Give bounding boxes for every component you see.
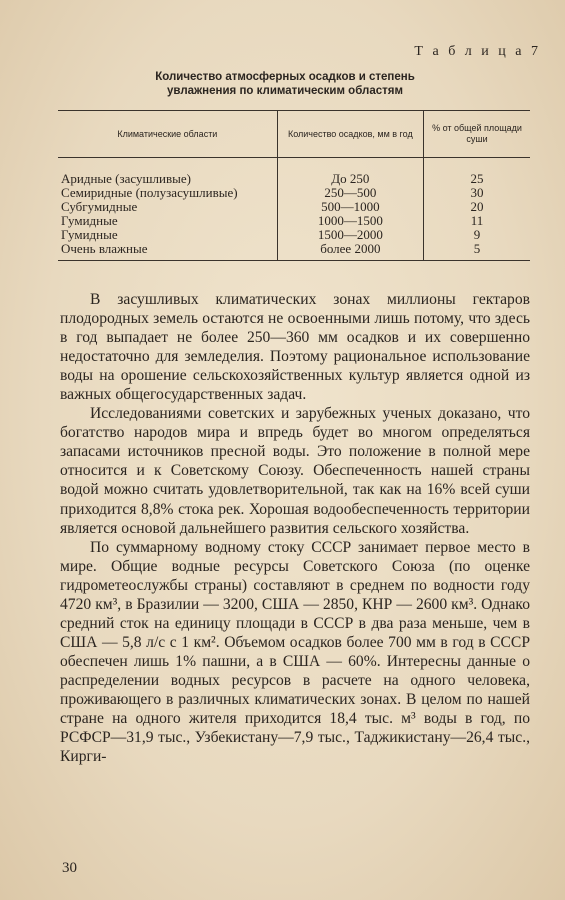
cell-region: Очень влажные	[58, 242, 277, 261]
cell-region: Гумидные	[58, 214, 277, 228]
table-header-row	[58, 111, 530, 158]
page-number: 30	[62, 860, 77, 876]
body-text	[60, 290, 530, 766]
paragraph: В засушливых климатических зонах миллионы гектаров плодородных земель остаются не освоенными лишь потому, что здесь в год выпадает не более 250—360 мм осадков и их совершенно недостаточно для земледелия. Поэтому рациональное использование воды на орошение сельскохозяйственных культур является одной из важных общегосударственных задач.	[60, 291, 530, 404]
header-precipitation: Количество осадков, мм в год	[277, 111, 423, 158]
cell-percent: 30	[470, 185, 484, 200]
cell-region: Аридные (засушливые)	[58, 172, 277, 186]
cell-percent: 9	[473, 227, 481, 242]
cell-region: Субгумидные	[58, 200, 277, 214]
table-caption-line: увлажнения по климатическим областям	[167, 85, 403, 97]
header-land-percent: % от общей площади суши	[424, 111, 531, 158]
cell-precip: До 250	[277, 172, 423, 186]
cell-precip: более 2000	[277, 242, 423, 261]
cell-region: Семиридные (полузасушливые)	[58, 186, 277, 200]
table-row	[58, 214, 530, 228]
cell-percent: 5	[424, 242, 531, 261]
table-number: Т а б л и ц а 7	[414, 44, 541, 59]
cell-region: Гумидные	[58, 228, 277, 242]
cell-percent: 20	[470, 199, 484, 214]
table-row	[58, 200, 530, 214]
precipitation-table	[58, 110, 530, 261]
table-row	[58, 186, 530, 200]
cell-precip: 1000—1500	[277, 214, 423, 228]
table-caption-line: Количество атмосферных осадков и степень	[155, 71, 415, 83]
paragraph: По суммарному водному стоку СССР занимает первое место в мире. Общие водные ресурсы Советского Союза (по оценке гидрометеослужбы страны) составляют в среднем по водности году 4720 км³, в Бразилии — 3200, США — 2850, КНР — 2600 км³. Однако средний сток на единицу площади в СССР в два раза меньше, чем в США — 5,8 л/с с 1 км². Объемом осадков более 700 мм в год в СССР обеспечен лишь 1% пашни, а в США — 60%. Интересны данные о распределении водных ресурсов в расчете на одного человека, проживающего в различных климатических зонах. В целом по нашей стране на одного жителя приходится 18,4 тыс. м³ воды в год, по РСФСР—31,9 тыс., Узбекистану—7,9 тыс., Таджикистану—26,4 тыс., Кирги-	[60, 538, 530, 766]
cell-precip: 250—500	[277, 186, 423, 200]
cell-percent: 25	[470, 171, 484, 186]
paragraph: Исследованиями советских и зарубежных ученых доказано, что богатство народов мира и впредь будет во многом определяться запасами источников пресной воды. Это положение в полной мере относится и к Советскому Союзу. Обеспеченность нашей страны водой можно считать удовлетворительной, так как на 16% всей суши приходится 8,8% стока рек. Хорошая водообеспеченность территории является основой дальнейшего развития сельского хозяйства.	[60, 405, 530, 537]
cell-precip: 1500—2000	[277, 228, 423, 242]
table-caption	[60, 70, 510, 98]
table-row	[58, 242, 530, 261]
table-row	[58, 228, 530, 242]
cell-precip: 500—1000	[277, 200, 423, 214]
table-spacer-row	[58, 158, 530, 173]
table-row	[58, 172, 530, 186]
cell-percent: 11	[470, 213, 484, 228]
header-climate-regions: Климатические области	[58, 111, 277, 158]
